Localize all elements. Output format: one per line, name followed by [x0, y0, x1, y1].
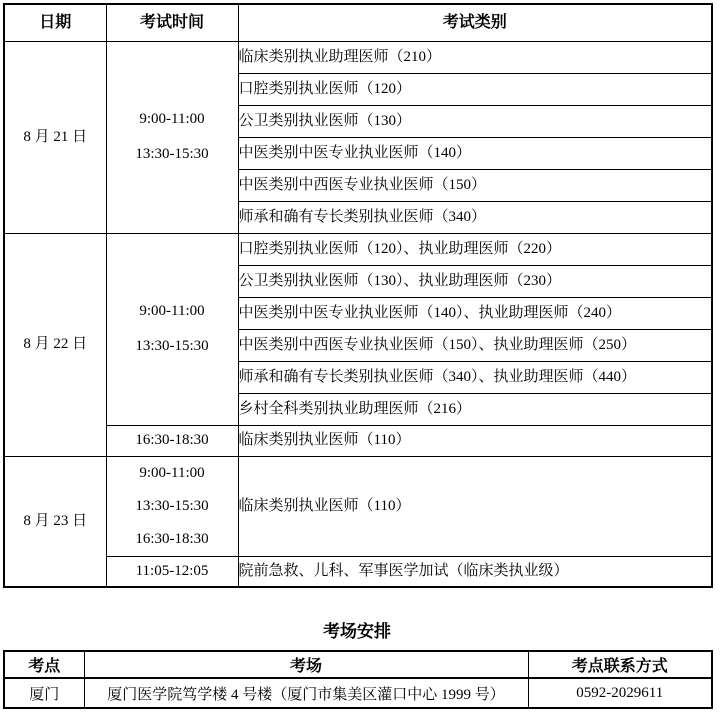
date-cell-aug21: 8 月 21 日 — [4, 41, 106, 233]
header-cell-time: 考试时间 — [106, 4, 238, 41]
header-cell-site: 考点 — [4, 651, 84, 678]
category-cell: 临床类别执业助理医师（210） — [238, 41, 712, 73]
category-cell: 中医类别中西医专业执业医师（150） — [238, 169, 712, 201]
header-cell-date: 日期 — [4, 4, 106, 41]
category-cell: 公卫类别执业医师（130） — [238, 105, 712, 137]
venue-row — [4, 678, 712, 708]
time-cell-aug21-morning-afternoon — [106, 41, 238, 233]
time-line: 16:30-18:30 — [135, 530, 209, 547]
schedule-header-row — [4, 4, 712, 41]
time-line: 9:00-11:00 — [139, 303, 205, 319]
category-cell: 师承和确有专长类别执业医师（340） — [238, 201, 712, 233]
category-cell: 口腔类别执业医师（120） — [238, 73, 712, 105]
table-row — [4, 556, 712, 587]
category-cell: 公卫类别执业医师（130）、执业助理医师（230） — [238, 265, 712, 297]
table-row — [4, 233, 712, 265]
time-cell-aug23-extra: 11:05-12:05 — [106, 556, 238, 587]
date-cell-aug23: 8 月 23 日 — [4, 456, 106, 587]
header-cell-category: 考试类别 — [238, 4, 712, 41]
exam-schedule-table — [3, 3, 713, 588]
venue-section-title: 考场安排 — [323, 622, 391, 641]
time-line: 13:30-15:30 — [135, 497, 209, 514]
time-cell-aug23-three-sessions — [106, 456, 238, 556]
venue-address-cell: 厦门医学院笃学楼 4 号楼（厦门市集美区灌口中心 1999 号） — [84, 678, 528, 708]
time-cell-aug22-morning-afternoon — [106, 233, 238, 425]
header-cell-contact: 考点联系方式 — [528, 651, 712, 678]
category-cell: 临床类别执业医师（110） — [238, 425, 712, 456]
category-cell: 临床类别执业医师（110） — [238, 456, 712, 556]
venue-header-row — [4, 651, 712, 678]
category-cell: 乡村全科类别执业助理医师（216） — [238, 393, 712, 425]
category-cell: 师承和确有专长类别执业医师（340）、执业助理医师（440） — [238, 361, 712, 393]
site-cell: 厦门 — [4, 678, 84, 708]
time-line: 13:30-15:30 — [135, 338, 209, 354]
date-cell-aug22: 8 月 22 日 — [4, 233, 106, 456]
table-row — [4, 41, 712, 73]
time-line: 9:00-11:00 — [139, 464, 205, 481]
category-cell: 中医类别中医专业执业医师（140） — [238, 137, 712, 169]
table-row — [4, 456, 712, 556]
time-cell-aug22-evening: 16:30-18:30 — [106, 425, 238, 456]
venue-table — [3, 650, 713, 709]
table-row — [4, 425, 712, 456]
category-cell: 中医类别中西医专业执业医师（150）、执业助理医师（250） — [238, 329, 712, 361]
header-cell-venue: 考场 — [84, 651, 528, 678]
category-cell: 口腔类别执业医师（120）、执业助理医师（220） — [238, 233, 712, 265]
time-line: 9:00-11:00 — [139, 111, 205, 127]
contact-phone-cell: 0592-2029611 — [528, 678, 712, 708]
time-line: 13:30-15:30 — [135, 146, 209, 162]
category-cell: 中医类别中医专业执业医师（140）、执业助理医师（240） — [238, 297, 712, 329]
category-cell: 院前急救、儿科、军事医学加试（临床类执业级） — [238, 556, 712, 587]
